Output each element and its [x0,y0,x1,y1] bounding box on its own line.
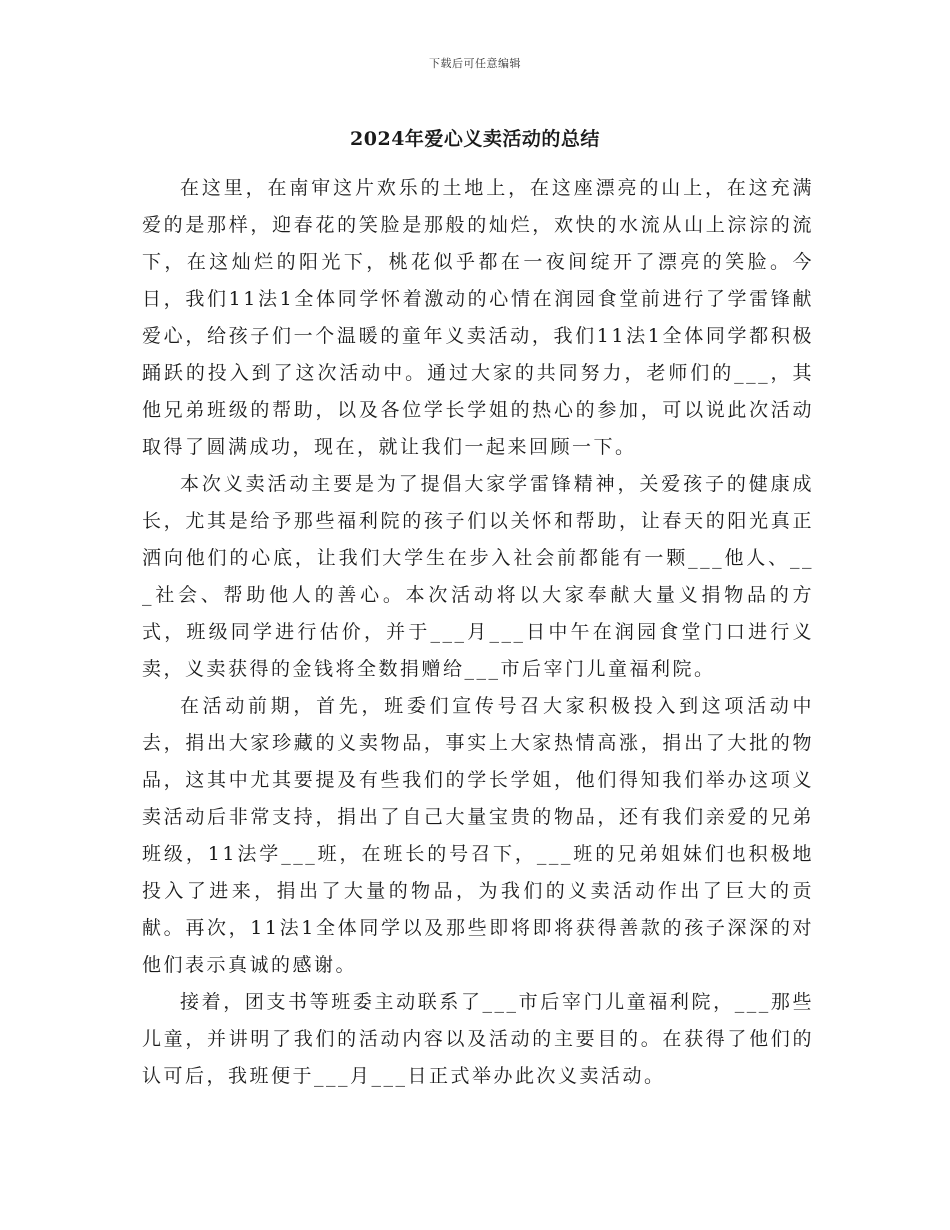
document-title: 2024年爱心义卖活动的总结 [350,128,600,150]
paragraph: 本次义卖活动主要是为了提倡大家学雷锋精神，关爱孩子的健康成长，尤其是给予那些福利院的孩子们以关怀和帮助，让春天的阳光真正洒向他们的心底，让我们大学生在步入社会前都能有一颗___他人、___社会、帮助他人的善心。本次活动将以大家奉献大量义捐物品的方式，班级同学进行估价，并于___月___日中午在润园食堂门口进行义卖，义卖获得的金钱将全数捐赠给___市后宰门儿童福利院。 [142,473,814,680]
paragraph: 在活动前期，首先，班委们宣传号召大家积极投入到这项活动中去，捐出大家珍藏的义卖物品，事实上大家热情高涨，捐出了大批的物品，这其中尤其要提及有些我们的学长学姐，他们得知我们举办这项义卖活动后非常支持，捐出了自己大量宝贵的物品，还有我们亲爱的兄弟班级，11法学___班，在班长的号召下，___班的兄弟姐妹们也积极地投入了进来，捐出了大量的物品，为我们的义卖活动作出了巨大的贡献。再次，11法1全体同学以及那些即将即将获得善款的孩子深深的对他们表示真诚的感谢。 [142,695,814,976]
document-body [142,170,814,1095]
paragraph: 接着，团支书等班委主动联系了___市后宰门儿童福利院，___那些儿童，并讲明了我们的活动内容以及活动的主要目的。在获得了他们的认可后，我班便于___月___日正式举办此次义卖活动。 [142,991,814,1087]
paragraph: 在这里，在南审这片欢乐的土地上，在这座漂亮的山上，在这充满爱的是那样，迎春花的笑脸是那般的灿烂，欢快的水流从山上淙淙的流下，在这灿烂的阳光下，桃花似乎都在一夜间绽开了漂亮的笑脸。今日，我们11法1全体同学怀着激动的心情在润园食堂前进行了学雷锋献爱心，给孩子们一个温暖的童年义卖活动，我们11法1全体同学都积极踊跃的投入到了这次活动中。通过大家的共同努力，老师们的___，其他兄弟班级的帮助，以及各位学长学姐的热心的参加，可以说此次活动取得了圆满成功，现在，就让我们一起来回顾一下。 [142,177,814,458]
header-note: 下载后可任意编辑 [429,57,521,70]
